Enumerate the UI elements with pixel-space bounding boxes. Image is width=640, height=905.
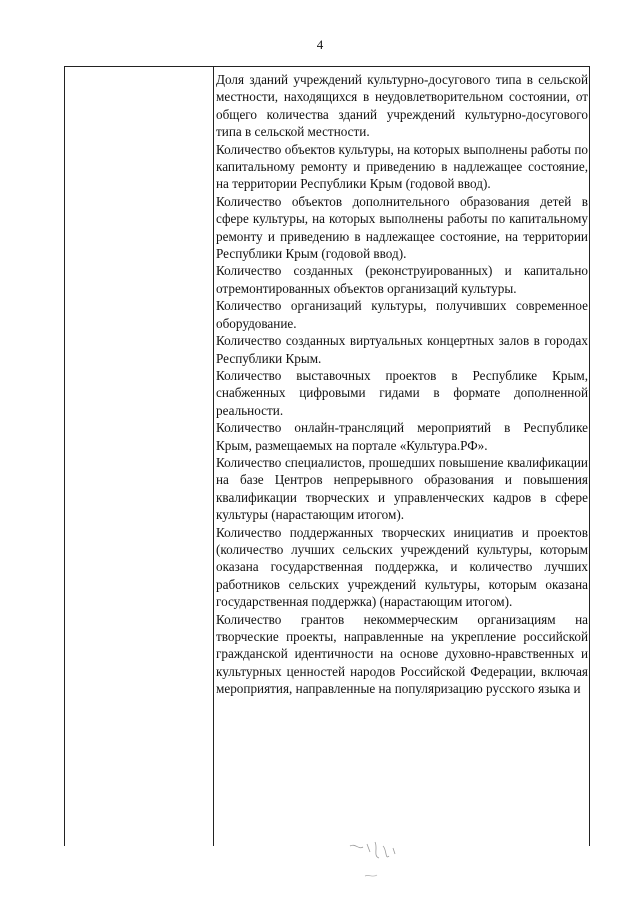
indicator-text: Количество созданных виртуальных концертных залов в городах Республики Крым. [216,333,588,366]
indicator-text: Количество поддержанных творческих инициатив и проектов (количество лучших сельских учреждений культуры, которым оказана государственная поддержка, и количество лучших работников сельских учреждений культуры, которым оказана государственная поддержка) (нарастающим итогом). [216,524,588,610]
indicators-table [64,66,590,846]
indicator-text: Количество онлайн-трансляций мероприятий в Республике Крым, размещаемых на портале «Культура.РФ». [216,420,588,453]
indicator-text: Количество специалистов, прошедших повышение квалификации на базе Центров непрерывного образования и повышения квалификации творческих и управленческих кадров в сфере культуры (нарастающим итогом). [216,454,588,523]
indicator-text: Количество созданных (реконструированных) и капитально отремонтированных объектов организаций культуры. [216,263,588,296]
table-left-column [65,67,214,846]
page-number: 4 [316,37,324,52]
handwritten-mark [345,838,415,883]
table-right-column [214,71,590,698]
indicator-text: Доля зданий учреждений культурно-досугового типа в сельской местности, находящихся в неудовлетворительном состоянии, от общего количества зданий учреждений культурно-досугового типа в сельской местности. [216,72,588,140]
indicator-text: Количество организаций культуры, получивших современное оборудование. [216,298,588,331]
indicator-text: Количество грантов некоммерческим организациям на творческие проекты, направленные на укрепление российской гражданской идентичности на основе духовно-нравственных и культурных ценностей народов Российской Федерации, включая мероприятия, направленные на популяризацию русского языка и [216,611,588,697]
indicator-text: Количество выставочных проектов в Республике Крым, снабженных цифровыми гидами в формате дополненной реальности. [216,367,588,418]
indicator-text: Количество объектов культуры, на которых выполнены работы по капитальному ремонту и приведению в надлежащее состояние, на территории Республики Крым (годовой ввод). [216,141,588,192]
indicator-text: Количество объектов дополнительного образования детей в сфере культуры, на которых выполнены работы по капитальному ремонту и приведению в надлежащее состояние, на территории Республики Крым (годовой ввод). [216,193,588,262]
